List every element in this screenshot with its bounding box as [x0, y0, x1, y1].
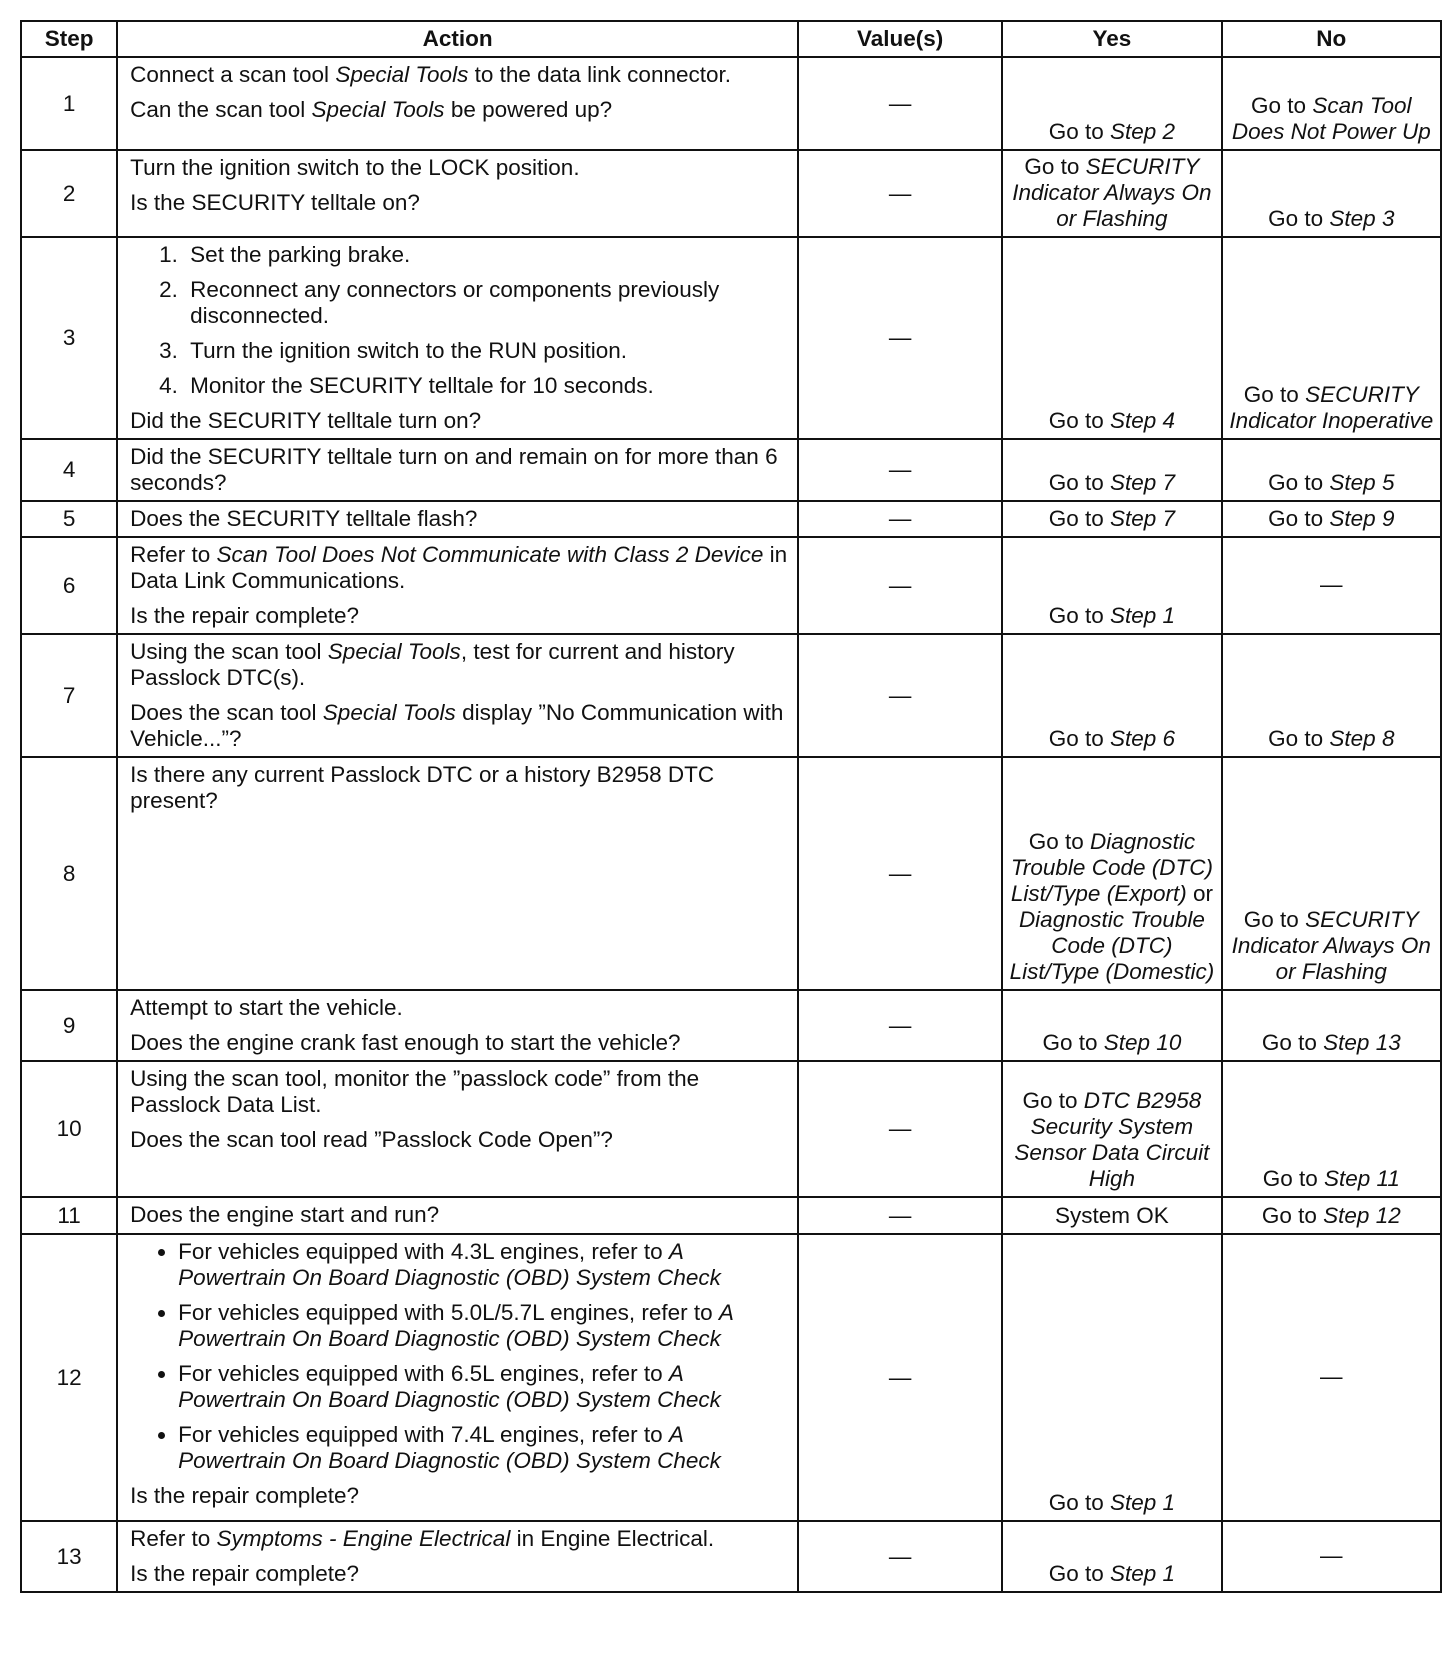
- list-item: [184, 277, 789, 329]
- reference-text: A Powertrain On Board Diagnostic (OBD) System Check: [178, 1300, 734, 1351]
- yes-cell: [1002, 439, 1221, 501]
- reference-text: SECURITY Indicator Inoperative: [1229, 382, 1434, 433]
- text-run: Go to: [1022, 1088, 1084, 1113]
- reference-text: SECURITY Indicator Always On or Flashing: [1231, 907, 1431, 984]
- step-number: 11: [21, 1197, 117, 1234]
- no-cell: [1222, 1521, 1441, 1592]
- list-item: [178, 1300, 789, 1352]
- reference-text: Step 11: [1323, 1166, 1400, 1191]
- reference-text: Step 10: [1103, 1030, 1182, 1055]
- yes-cell: [1002, 1061, 1221, 1197]
- table-row: [21, 501, 1441, 537]
- action-text: [130, 762, 789, 814]
- list-item: [184, 373, 789, 399]
- text-run: For vehicles equipped with 7.4L engines, refer to: [178, 1422, 669, 1447]
- text-run: in Engine Electrical.: [510, 1526, 715, 1551]
- yes-cell: [1002, 1521, 1221, 1592]
- yes-cell: [1002, 1197, 1221, 1234]
- reference-text: Special Tools: [335, 62, 469, 87]
- yes-cell: [1002, 634, 1221, 757]
- no-cell: [1222, 1061, 1441, 1197]
- yes-cell: [1002, 757, 1221, 990]
- action-cell: [117, 1521, 798, 1592]
- text-run: Go to: [1268, 506, 1330, 531]
- action-cell: [117, 757, 798, 990]
- value-cell: —: [798, 537, 1002, 634]
- action-text: [130, 700, 789, 752]
- action-text: [130, 155, 789, 181]
- text-run: Go to: [1048, 408, 1111, 433]
- table-row: [21, 57, 1441, 150]
- header-yes: Yes: [1002, 21, 1221, 57]
- text-run: Does the SECURITY telltale flash?: [130, 506, 478, 531]
- reference-text: Step 9: [1329, 506, 1395, 531]
- text-run: Reconnect any connectors or components previously disconnected.: [190, 277, 720, 328]
- header-values: Value(s): [798, 21, 1002, 57]
- no-cell: [1222, 1234, 1441, 1521]
- action-cell: [117, 990, 798, 1061]
- text-run: Did the SECURITY telltale turn on?: [130, 408, 482, 433]
- reference-text: A Powertrain On Board Diagnostic (OBD) System Check: [178, 1361, 721, 1412]
- text-run: Go to: [1261, 1203, 1324, 1228]
- text-run: Go to: [1048, 603, 1111, 628]
- value-cell: —: [798, 1234, 1002, 1521]
- text-run: —: [1320, 1364, 1343, 1389]
- yes-cell: [1002, 537, 1221, 634]
- text-run: Does the scan tool read ”Passlock Code Open”?: [130, 1127, 613, 1152]
- text-run: Go to: [1268, 470, 1330, 495]
- text-run: Go to: [1048, 1490, 1111, 1515]
- list-item: [178, 1422, 789, 1474]
- text-run: Is the repair complete?: [130, 1561, 360, 1586]
- table-row: [21, 1061, 1441, 1197]
- action-cell: [117, 501, 798, 537]
- action-text: [130, 444, 789, 496]
- text-run: Using the scan tool: [130, 639, 328, 664]
- action-cell: [117, 439, 798, 501]
- text-run: Go to: [1028, 829, 1091, 854]
- reference-text: Diagnostic Trouble Code (DTC) List/Type (Export): [1010, 829, 1213, 906]
- text-run: Connect a scan tool: [130, 62, 336, 87]
- action-cell: [117, 150, 798, 237]
- text-run: or: [1186, 881, 1213, 906]
- reference-text: Scan Tool Does Not Communicate with Class 2 Device: [216, 542, 764, 567]
- text-run: Go to: [1268, 206, 1330, 231]
- text-run: Go to: [1048, 726, 1111, 751]
- action-text: [130, 97, 789, 123]
- bullet-list: [130, 1239, 789, 1474]
- reference-text: Step 3: [1329, 206, 1395, 231]
- text-run: in Data Link Communications.: [130, 542, 788, 593]
- text-run: Is the repair complete?: [130, 603, 360, 628]
- no-cell: [1222, 990, 1441, 1061]
- no-cell: [1222, 1197, 1441, 1234]
- text-run: Go to: [1048, 119, 1111, 144]
- table-row: [21, 757, 1441, 990]
- numbered-list: [130, 242, 789, 399]
- action-text: [130, 62, 789, 88]
- reference-text: Step 1: [1110, 603, 1176, 628]
- text-run: —: [1320, 1543, 1343, 1568]
- reference-text: Step 13: [1323, 1030, 1401, 1055]
- reference-text: SECURITY Indicator Always On or Flashing: [1012, 154, 1212, 231]
- action-cell: [117, 1234, 798, 1521]
- reference-text: Special Tools: [322, 700, 456, 725]
- action-text: [130, 408, 789, 434]
- action-text: [130, 1202, 789, 1228]
- reference-text: Special Tools: [327, 639, 461, 664]
- text-run: , test for current and history Passlock DTC(s).: [130, 639, 735, 690]
- header-row: [21, 21, 1441, 57]
- step-number: 3: [21, 237, 117, 439]
- table-row: [21, 990, 1441, 1061]
- action-cell: [117, 634, 798, 757]
- list-item: [178, 1361, 789, 1413]
- action-text: [130, 995, 789, 1021]
- action-text: [130, 1127, 789, 1153]
- reference-text: Step 7: [1110, 470, 1176, 495]
- text-run: Go to: [1243, 382, 1306, 407]
- table-row: [21, 1521, 1441, 1592]
- step-number: 9: [21, 990, 117, 1061]
- step-number: 7: [21, 634, 117, 757]
- table-row: [21, 1234, 1441, 1521]
- action-cell: [117, 1197, 798, 1234]
- diagnostic-table: [20, 20, 1442, 1593]
- table-row: [21, 1197, 1441, 1234]
- text-run: Go to: [1243, 907, 1306, 932]
- step-number: 1: [21, 57, 117, 150]
- list-item: [184, 242, 789, 268]
- reference-text: Step 12: [1323, 1203, 1401, 1228]
- action-text: [130, 506, 789, 532]
- header-step: Step: [21, 21, 117, 57]
- value-cell: —: [798, 57, 1002, 150]
- text-run: Refer to: [130, 1526, 217, 1551]
- step-number: 6: [21, 537, 117, 634]
- text-run: System OK: [1055, 1203, 1169, 1228]
- step-number: 12: [21, 1234, 117, 1521]
- reference-text: Step 1: [1110, 1561, 1176, 1586]
- text-run: For vehicles equipped with 6.5L engines, refer to: [178, 1361, 669, 1386]
- action-text: [130, 1030, 789, 1056]
- value-cell: —: [798, 501, 1002, 537]
- yes-cell: [1002, 501, 1221, 537]
- action-cell: [117, 237, 798, 439]
- step-number: 10: [21, 1061, 117, 1197]
- text-run: Go to: [1048, 470, 1111, 495]
- text-run: to the data link connector.: [468, 62, 732, 87]
- action-cell: [117, 1061, 798, 1197]
- text-run: Can the scan tool: [130, 97, 312, 122]
- reference-text: DTC B2958 Security System Sensor Data Circuit High: [1014, 1088, 1210, 1191]
- reference-text: Diagnostic Trouble Code (DTC) List/Type (Domestic): [1009, 907, 1215, 984]
- reference-text: A Powertrain On Board Diagnostic (OBD) System Check: [178, 1239, 721, 1290]
- text-run: Go to: [1251, 93, 1313, 118]
- table-body: [21, 57, 1441, 1592]
- text-run: Go to: [1048, 1561, 1111, 1586]
- value-cell: —: [798, 1061, 1002, 1197]
- text-run: be powered up?: [444, 97, 613, 122]
- reference-text: Step 4: [1110, 408, 1176, 433]
- text-run: Does the engine crank fast enough to start the vehicle?: [130, 1030, 681, 1055]
- text-run: Set the parking brake.: [190, 242, 411, 267]
- no-cell: [1222, 501, 1441, 537]
- text-run: Is there any current Passlock DTC or a history B2958 DTC present?: [130, 762, 715, 813]
- reference-text: Special Tools: [311, 97, 445, 122]
- step-number: 4: [21, 439, 117, 501]
- yes-cell: [1002, 57, 1221, 150]
- yes-cell: [1002, 990, 1221, 1061]
- text-run: Did the SECURITY telltale turn on and remain on for more than 6 seconds?: [130, 444, 778, 495]
- value-cell: —: [798, 757, 1002, 990]
- text-run: Go to: [1268, 726, 1330, 751]
- value-cell: —: [798, 150, 1002, 237]
- list-item: [184, 338, 789, 364]
- no-cell: [1222, 237, 1441, 439]
- no-cell: [1222, 634, 1441, 757]
- text-run: Monitor the SECURITY telltale for 10 seconds.: [190, 373, 654, 398]
- no-cell: [1222, 150, 1441, 237]
- step-number: 13: [21, 1521, 117, 1592]
- value-cell: —: [798, 1197, 1002, 1234]
- reference-text: Scan Tool Does Not Power Up: [1231, 93, 1431, 144]
- text-run: display ”No Communication with Vehicle...”?: [130, 700, 784, 751]
- text-run: Go to: [1042, 1030, 1104, 1055]
- text-run: Turn the ignition switch to the LOCK position.: [130, 155, 580, 180]
- reference-text: Step 6: [1110, 726, 1176, 751]
- reference-text: Step 8: [1329, 726, 1395, 751]
- text-run: Is the repair complete?: [130, 1483, 360, 1508]
- yes-cell: [1002, 1234, 1221, 1521]
- value-cell: —: [798, 634, 1002, 757]
- table-row: [21, 439, 1441, 501]
- step-number: 5: [21, 501, 117, 537]
- text-run: Using the scan tool, monitor the ”passlock code” from the Passlock Data List.: [130, 1066, 700, 1117]
- reference-text: A Powertrain On Board Diagnostic (OBD) System Check: [178, 1422, 721, 1473]
- reference-text: Step 2: [1110, 119, 1176, 144]
- text-run: Does the scan tool: [130, 700, 323, 725]
- text-run: Go to: [1262, 1166, 1324, 1191]
- text-run: Is the SECURITY telltale on?: [130, 190, 420, 215]
- reference-text: Step 1: [1110, 1490, 1176, 1515]
- text-run: Does the engine start and run?: [130, 1202, 440, 1227]
- yes-cell: [1002, 237, 1221, 439]
- action-text: [130, 1561, 789, 1587]
- action-text: [130, 190, 789, 216]
- no-cell: [1222, 757, 1441, 990]
- text-run: For vehicles equipped with 4.3L engines, refer to: [178, 1239, 669, 1264]
- action-text: [130, 542, 789, 594]
- step-number: 2: [21, 150, 117, 237]
- header-no: No: [1222, 21, 1441, 57]
- action-text: [130, 1526, 789, 1552]
- no-cell: [1222, 57, 1441, 150]
- text-run: Go to: [1048, 506, 1111, 531]
- text-run: Attempt to start the vehicle.: [130, 995, 403, 1020]
- action-text: [130, 639, 789, 691]
- action-text: [130, 603, 789, 629]
- action-text: [130, 1066, 789, 1118]
- value-cell: —: [798, 439, 1002, 501]
- table-row: [21, 634, 1441, 757]
- value-cell: —: [798, 1521, 1002, 1592]
- text-run: Turn the ignition switch to the RUN position.: [190, 338, 628, 363]
- value-cell: —: [798, 237, 1002, 439]
- text-run: Go to: [1024, 154, 1086, 179]
- text-run: Refer to: [130, 542, 217, 567]
- text-run: For vehicles equipped with 5.0L/5.7L engines, refer to: [178, 1300, 719, 1325]
- text-run: —: [1320, 572, 1343, 597]
- reference-text: Step 7: [1110, 506, 1176, 531]
- action-text: [130, 1483, 789, 1509]
- table-row: [21, 237, 1441, 439]
- action-cell: [117, 57, 798, 150]
- action-cell: [117, 537, 798, 634]
- list-item: [178, 1239, 789, 1291]
- step-number: 8: [21, 757, 117, 990]
- yes-cell: [1002, 150, 1221, 237]
- value-cell: —: [798, 990, 1002, 1061]
- reference-text: Step 5: [1329, 470, 1395, 495]
- reference-text: Symptoms - Engine Electrical: [216, 1526, 511, 1551]
- no-cell: [1222, 537, 1441, 634]
- text-run: Go to: [1261, 1030, 1324, 1055]
- no-cell: [1222, 439, 1441, 501]
- header-action: Action: [117, 21, 798, 57]
- table-row: [21, 150, 1441, 237]
- table-row: [21, 537, 1441, 634]
